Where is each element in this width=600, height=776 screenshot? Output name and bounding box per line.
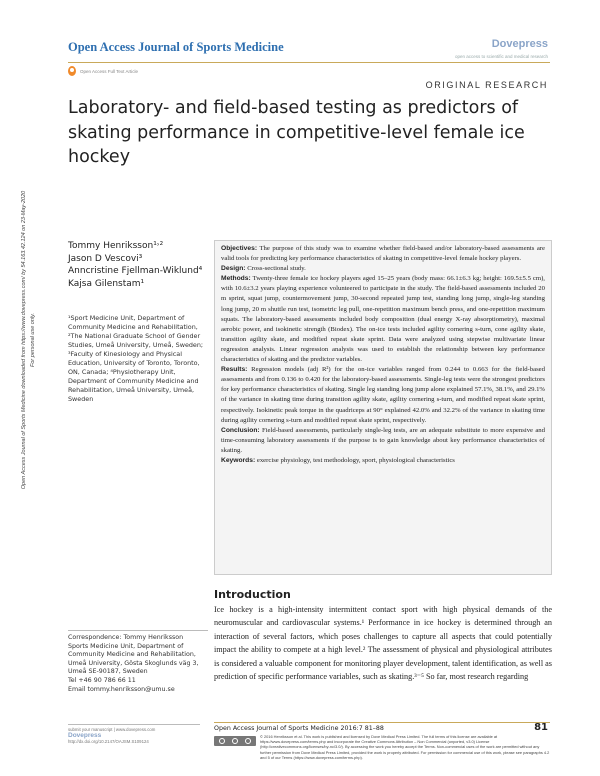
footer-left-rule — [68, 724, 200, 725]
license-text: © 2016 Henriksson et al. This work is published and licensed by Dove Medical Press Limited. The full terms of this license are available at https://www.dovepress.com/terms.php and incorporate the Creative Commons Attribution – Non Commercial (unported, v3.0) License (http://creativecommons.org/licenses/by-nc/3.0/). By accessing the work you hereby accept the Terms. Non-commercial uses of the work are permitted without any further permission from Dove Medical Press Limited, provided the work is properly attributed. For permission for commercial use of this work, please see paragraphs 4.2 and 5 of our Terms (https://www.dovepress.com/terms.php). — [260, 734, 550, 760]
open-access-badge — [68, 66, 138, 76]
author-name: Jason D Vescovi³ — [68, 253, 143, 264]
abstract-keywords: Keywords: exercise physiology, test methodology, sport, physiological characteristics — [221, 456, 455, 464]
download-side-note — [20, 130, 44, 550]
abstract-conclusion: Conclusion: Field-based assessments, particularly single-leg tests, are an adequate substitute to more expensive and time-consuming laboratory assessments if the purpose is to gain knowledge about key performance characteristics of skating. — [221, 426, 545, 454]
paper-title: Laboratory- and field-based testing as predictors of skating performance in competitive-level female ice hockey — [68, 98, 525, 167]
page-number: 81 — [534, 722, 548, 733]
open-access-icon — [68, 66, 76, 76]
publisher-tagline: open access to scientific and medical research — [454, 54, 548, 59]
footer-citation: Open Access Journal of Sports Medicine 2016:7 81–88 — [214, 725, 384, 732]
doi-link[interactable]: http://dx.doi.org/10.2147/OAJSM.S109124 — [68, 739, 149, 744]
correspondence-name: Correspondence: Tommy Henriksson — [68, 634, 184, 641]
correspondence-block — [68, 630, 208, 694]
publisher-logo[interactable]: Dovepress — [491, 38, 548, 50]
footer-submission — [68, 724, 200, 745]
footer-publisher-logo[interactable]: Dovepress — [68, 732, 102, 739]
download-note-line: Open Access Journal of Sports Medicine downloaded from https://www.dovepress.com/ by 54.163.42.124 on 23-May-2020 — [21, 190, 27, 490]
abstract-results: Results: Regression models (adj R²) for the on-ice variables ranged from 0.244 to 0.663 for the field-based assessments and from 0.136 to 0.420 for the laboratory-based assessments. Single-leg tests were the strongest predictors for key performance characteristics of skating. Single leg standing long jump alone explained 57.1%, 38.1%, and 29.1% of the variance in skating time during transition agility skate, agility cornering s-turn, and modified repeat skate sprint, respectively. Isokinetic peak torque in the quadriceps at 90° explained 42.0% and 32.2% of the variance in skating time during agility cornering s-turn and modified repeat skate sprint, respectively. — [221, 366, 545, 424]
affiliations: ¹Sport Medicine Unit, Department of Community Medicine and Rehabilitation, ²The National Graduate School of Gender Studies, Umeå University, Umeå, Sweden; ³Faculty of Kinesiology and Physical Education, University of Toronto, Toronto, ON, Canada; ⁴Physiotherapy Unit, Department of Community Medicine and Rehabilitation, Umeå University, Umeå, Sweden — [68, 314, 204, 403]
article-type: ORIGINAL RESEARCH — [425, 80, 548, 90]
footer-rule — [214, 722, 550, 723]
correspondence-phone: Tel +46 90 786 66 11 — [68, 676, 136, 684]
author-name: Anncristine Fjellman-Wiklund⁴ — [68, 266, 203, 276]
creative-commons-icon[interactable] — [214, 736, 256, 746]
correspondence-email[interactable]: Email tommy.henriksson@umu.se — [68, 685, 175, 693]
introduction-text: Ice hockey is a high-intensity intermittent contact sport with high physical demands of the neuromuscular and cardiovascular systems.¹ Performance in ice hockey is determined through an interaction of several factors, which poses challenges to capture all aspects that could potentially impact the ability to compete at a high level.² The assessment of physical and physiological attributes is considered a valuable component for monitoring player development, talent identification, as well as prediction of specific performance variables, such as skating.³⁻⁵ So far, most research regarding — [214, 605, 552, 682]
open-access-label: Open Access Full Text Article — [80, 68, 138, 74]
author-name: Tommy Henriksson¹˒² — [68, 241, 164, 251]
abstract-objectives: Objectives: The purpose of this study was to examine whether field-based and/or laboratory-based assessments are valid tools for predicting key performance characteristics of skating in competitive-level female hockey players. — [221, 245, 545, 263]
abstract — [214, 240, 552, 575]
section-heading-introduction: Introduction — [214, 588, 291, 601]
submit-link[interactable]: submit your manuscript | www.dovepress.com — [68, 727, 156, 732]
header-rule — [68, 62, 550, 63]
abstract-methods: Methods: Twenty-three female ice hockey players aged 15–25 years (body mass: 66.1±6.3 kg; height: 169.5±5.5 cm), with 10.6±3.2 years playing experience volunteered to participate in the study. The field-based assessments included 20 m sprint, squat jump, countermovement jump, 30-second repeated jump test, standing long jump, single-leg standing long jump, 20 m shuttle run test, isometric leg pull, one-repetition maximum bench press, and one-repetition maximum squats. The laboratory-based assessments included body composition (dual energy X-ray absorptiometry), maximal aerobic power, and isokinetic strength (Biodex). The on-ice tests included agility cornering s-turn, cone agility skate, transition agility skate, and modified repeat skate sprint. Data were analyzed using stepwise multivariate linear regression analysis. Linear regression analysis was used to establish the relationship between key performance characteristics of skating and the predictor variables. — [221, 275, 545, 364]
author-name: Kajsa Gilenstam¹ — [68, 278, 145, 289]
author-list — [68, 240, 208, 290]
personal-use-note: For personal use only. — [30, 313, 36, 368]
abstract-design: Design: Cross-sectional study. — [221, 265, 306, 273]
correspondence-address: Sports Medicine Unit, Department of Community Medicine and Rehabilitation, Umeå University, Gösta Skoglunds väg 3, Umeå SE-90187, Sweden — [68, 642, 199, 676]
journal-title: Open Access Journal of Sports Medicine — [68, 40, 284, 54]
